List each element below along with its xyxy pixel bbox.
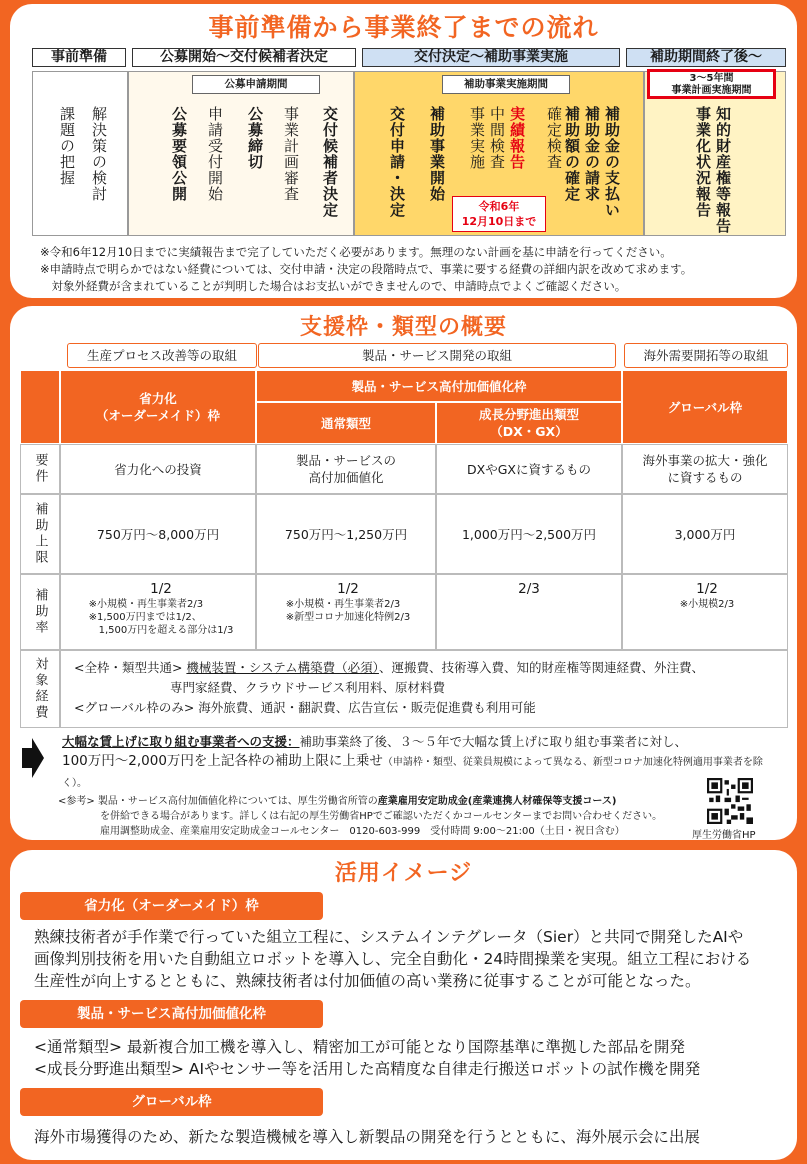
cost-line-global: <グローバル枠のみ> 海外旅費、通訳・翻訳費、広告宣伝・販売促進費も利用可能: [74, 700, 536, 715]
phase-call: 公募開始～交付候補者決定: [132, 48, 356, 67]
usage-tag-product: 製品・サービス高付加価値化枠: [20, 1000, 323, 1028]
rate-note: 1,500万円を超える部分は1/3: [88, 625, 234, 636]
deadline-badge: [452, 196, 546, 232]
usage-line: 熟練技術者が手作業で行っていた組立工程に、システムインテグレータ（Sier）と共同で開発したAIや: [34, 928, 744, 946]
table-cell: 1,000万円～2,500万円: [436, 494, 622, 574]
rate-note: ※1,500万円までは1/2、: [88, 612, 202, 623]
table-cell: 製品・サービスの 高付加価値化: [256, 444, 436, 494]
flow-step: 補助事業開始: [428, 106, 446, 202]
reference-note: [58, 794, 688, 839]
usage-line: 画像判別技術を用いた自動組立ロボットを導入し、完全自動化・24時間操業を実現。組立工程における: [34, 950, 752, 968]
deadline-badge-date: 12月10日まで: [461, 215, 537, 228]
flow-box-preparation: [32, 71, 128, 236]
wage-lead: 大幅な賃上げに取り組む事業者への支援：: [62, 734, 300, 749]
flow-step: 解決策の検討: [90, 106, 108, 202]
support-panel: [10, 306, 797, 840]
category-overseas: 海外需要開拓等の取組: [624, 343, 788, 368]
flow-step: 公募締切: [246, 106, 264, 170]
table-cell: [256, 574, 436, 650]
table-cell: 省力化への投資: [60, 444, 256, 494]
flow-notes: [40, 244, 692, 295]
flow-step: 事業化状況報告: [694, 106, 712, 218]
flow-step: 補助額の確定: [563, 106, 581, 202]
cost-line-2: 専門家経費、クラウドサービス利用料、原材料費: [170, 680, 446, 695]
usage-title: 活用イメージ: [334, 861, 473, 886]
period-box: [647, 69, 776, 99]
flow-step: 事業実施: [468, 106, 486, 170]
period-box-line1: 3～5年間: [689, 73, 734, 84]
row-head-cost: 対象経費: [20, 650, 60, 728]
table-cell: 3,000万円: [622, 494, 788, 574]
row-head-rate: 補助率: [20, 574, 60, 650]
flow-note: 対象外経費が含まれていることが判明した場合はお支払いができませんので、申請時点でよくご確認ください。: [40, 279, 627, 293]
row-head-requirement: 要件: [20, 444, 60, 494]
table-cell: [436, 574, 622, 650]
reference-line2: を併給できる場合があります。詳しくは右記の厚生労働省HPでご確認いただくかコールセンターまでお問い合わせください。: [100, 811, 663, 822]
reference-pre: <参考> 製品・サービス高付加価値化枠については、厚生労働省所管の: [58, 796, 378, 807]
col-group-head: 製品・サービス高付加価値化枠: [256, 370, 622, 402]
row-head-limit: 補助上限: [20, 494, 60, 574]
flow-note: ※申請時点で明らかではない経費については、交付申請・決定の段階時点で、事業に要する経費の詳細内訳を改めて求めます。: [40, 262, 693, 276]
category-product: 製品・サービス開発の取組: [258, 343, 616, 368]
flow-note: ※令和6年12月10日までに実績報告まで完了していただく必要があります。無理のない計画を基に申請を行ってください。: [40, 245, 672, 259]
flow-panel: [10, 4, 797, 298]
col-head-shoryokuka: 省力化 （オーダーメイド）枠: [60, 370, 256, 444]
usage-tag-shoryokuka: 省力化（オーダーメイド）枠: [20, 892, 323, 920]
deadline-badge-year: 令和6年: [478, 200, 520, 213]
phase-grant: 交付決定～補助事業実施: [362, 48, 620, 67]
flow-step: 確定検査: [545, 106, 563, 170]
rate-main: 1/2: [150, 581, 172, 597]
usage-tag-global: グローバル枠: [20, 1088, 323, 1116]
rate-note: ※新型コロナ加速化特例2/3: [285, 612, 411, 623]
table-cell: 750万円～1,250万円: [256, 494, 436, 574]
cost-common-label: <全枠・類型共通>: [74, 660, 187, 675]
flow-title: 事前準備から事業終了までの流れ: [208, 13, 599, 42]
wage-small: （申請枠・類型、従業員規模によって異なる、新型コロナ加速化特例適用事業者を除く）。: [62, 757, 763, 789]
arrow-right-icon: [22, 738, 44, 778]
flow-step: 補助金の支払い: [603, 106, 621, 218]
wage-body1: 補助事業終了後、３～５年で大幅な賃上げに取り組む事業者に対し、: [299, 734, 688, 749]
rate-note: ※小規模・再生事業者2/3: [285, 599, 401, 610]
usage-text-product: [34, 1036, 786, 1080]
table-cell: 750万円～8,000万円: [60, 494, 256, 574]
table-cell: [622, 574, 788, 650]
qr-label: 厚生労働省HP: [692, 830, 756, 841]
usage-panel: [10, 850, 797, 1160]
flow-step: 課題の把握: [58, 106, 76, 186]
rate-main: 1/2: [337, 581, 359, 597]
table-cell: [60, 574, 256, 650]
phase-preparation: 事前準備: [32, 48, 126, 67]
table-cell: DXやGXに資するもの: [436, 444, 622, 494]
support-table: [20, 370, 788, 728]
flow-step: 公募要領公開: [170, 106, 188, 202]
rate-note: ※小規模・再生事業者2/3: [88, 599, 204, 610]
table-corner: [20, 370, 60, 444]
flow-step: 補助金の請求: [583, 106, 601, 202]
reference-line3: 雇用調整助成金、産業雇用安定助成金コールセンター 0120-603-999 受付時間 9:00～21:00（土日・祝日含む）: [100, 826, 625, 837]
cost-text: [74, 658, 782, 718]
reference-bold: 産業雇用安定助成金(産業連携人材確保等支援コース): [377, 796, 617, 807]
rate-note: ※小規模2/3: [679, 599, 735, 610]
usage-line: 生産性が向上するとともに、熟練技術者は付加価値の高い業務に従事することが可能となった。: [34, 972, 701, 990]
usage-line: 海外市場獲得のため、新たな製造機械を導入し新製品の開発を行うとともに、海外展示会に出展: [34, 1128, 700, 1146]
usage-line: <成長分野進出類型> AIやセンサー等を活用した高精度な自律走行搬送ロボットの試作機を開発: [34, 1060, 701, 1078]
usage-text-shoryokuka: [34, 926, 786, 992]
flow-step: 事業計画審査: [282, 106, 300, 202]
col-head-global: グローバル枠: [622, 370, 788, 444]
cost-required: 機械装置・システム構築費（必須）: [186, 660, 379, 675]
flow-step: 知的財産権等報告: [714, 106, 732, 234]
flow-step: 中間検査: [488, 106, 506, 170]
wage-body2: 100万円～2,000万円を上記各枠の補助上限に上乗せ: [62, 753, 383, 769]
col-head-growth: 成長分野進出類型 （DX・GX）: [436, 402, 622, 444]
flow-step-report: 実績報告: [508, 106, 526, 170]
wage-support: [62, 732, 782, 793]
flow-step: 交付申請・決定: [388, 106, 406, 218]
phase-after: 補助期間終了後～: [626, 48, 786, 67]
qr-code-icon[interactable]: [707, 778, 753, 824]
rate-main: 2/3: [518, 581, 540, 597]
rate-main: 1/2: [696, 581, 718, 597]
sub-header-implementation: 補助事業実施期間: [442, 75, 570, 94]
category-process: 生産プロセス改善等の取組: [67, 343, 257, 368]
usage-text-global: [34, 1126, 786, 1148]
usage-line: <通常類型> 最新複合加工機を導入し、精密加工が可能となり国際基準に準拠した部品を開発: [34, 1038, 685, 1056]
col-head-standard: 通常類型: [256, 402, 436, 444]
support-title: 支援枠・類型の概要: [299, 315, 507, 340]
sub-header-application: 公募申請期間: [192, 75, 320, 94]
table-cell: 海外事業の拡大・強化 に資するもの: [622, 444, 788, 494]
flow-step: 申請受付開始: [206, 106, 224, 202]
flow-step: 交付候補者決定: [321, 106, 339, 218]
period-box-line2: 事業計画実施期間: [671, 85, 752, 96]
cost-common-rest: 、運搬費、技術導入費、知的財産権等関連経費、外注費、: [378, 660, 704, 675]
